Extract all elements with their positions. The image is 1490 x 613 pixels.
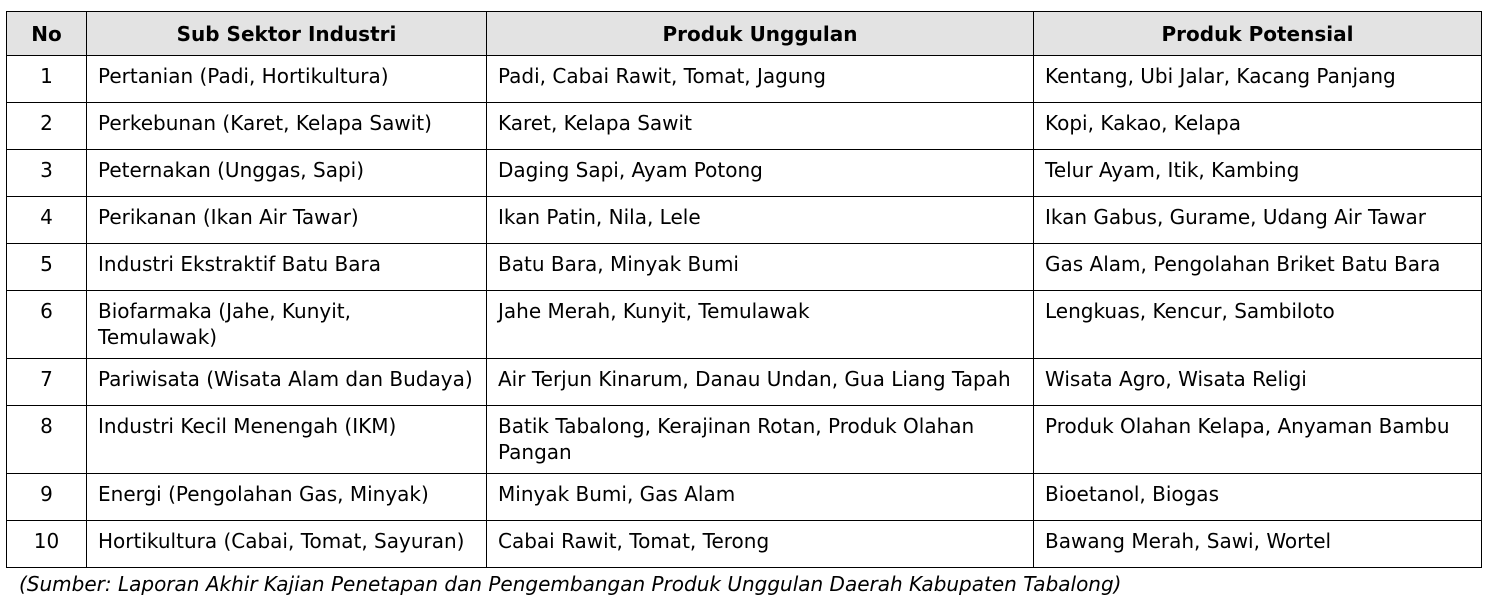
header-no: No: [7, 12, 87, 56]
produk-unggulan-cell: Jahe Merah, Kunyit, Temulawak: [487, 291, 1034, 359]
header-produk-potensial: Produk Potensial: [1034, 12, 1482, 56]
row-number: 6: [7, 291, 87, 359]
sub-sektor-cell: Peternakan (Unggas, Sapi): [87, 150, 487, 197]
produk-unggulan-cell: Padi, Cabai Rawit, Tomat, Jagung: [487, 56, 1034, 103]
sub-sektor-cell: Pertanian (Padi, Hortikultura): [87, 56, 487, 103]
row-number: 5: [7, 244, 87, 291]
produk-potensial-cell: Telur Ayam, Itik, Kambing: [1034, 150, 1482, 197]
produk-unggulan-cell: Cabai Rawit, Tomat, Terong: [487, 521, 1034, 568]
row-number: 2: [7, 103, 87, 150]
produk-potensial-cell: Wisata Agro, Wisata Religi: [1034, 359, 1482, 406]
sub-sektor-cell: Hortikultura (Cabai, Tomat, Sayuran): [87, 521, 487, 568]
header-produk-unggulan: Produk Unggulan: [487, 12, 1034, 56]
produk-potensial-cell: Lengkuas, Kencur, Sambiloto: [1034, 291, 1482, 359]
table-row: [7, 56, 1482, 103]
row-number: 4: [7, 197, 87, 244]
table-row: [7, 359, 1482, 406]
produk-unggulan-cell: Karet, Kelapa Sawit: [487, 103, 1034, 150]
row-number: 10: [7, 521, 87, 568]
table-row: [7, 197, 1482, 244]
sub-sektor-cell: Biofarmaka (Jahe, Kunyit, Temulawak): [87, 291, 487, 359]
source-caption: (Sumber: Laporan Akhir Kajian Penetapan dan Pengembangan Produk Unggulan Daerah Kabupaten Tabalong): [19, 572, 1122, 596]
produk-unggulan-cell: Daging Sapi, Ayam Potong: [487, 150, 1034, 197]
row-number: 7: [7, 359, 87, 406]
produk-unggulan-cell: Batu Bara, Minyak Bumi: [487, 244, 1034, 291]
produk-potensial-cell: Bawang Merah, Sawi, Wortel: [1034, 521, 1482, 568]
table-row: [7, 150, 1482, 197]
produk-unggulan-cell: Batik Tabalong, Kerajinan Rotan, Produk Olahan Pangan: [487, 406, 1034, 474]
row-number: 3: [7, 150, 87, 197]
sub-sektor-cell: Perikanan (Ikan Air Tawar): [87, 197, 487, 244]
product-table-container: [6, 11, 1482, 568]
table-row: [7, 291, 1482, 359]
table-row: [7, 103, 1482, 150]
produk-potensial-cell: Kopi, Kakao, Kelapa: [1034, 103, 1482, 150]
row-number: 1: [7, 56, 87, 103]
produk-potensial-cell: Gas Alam, Pengolahan Briket Batu Bara: [1034, 244, 1482, 291]
table-row: [7, 521, 1482, 568]
produk-potensial-cell: Bioetanol, Biogas: [1034, 474, 1482, 521]
table-row: [7, 244, 1482, 291]
sub-sektor-cell: Pariwisata (Wisata Alam dan Budaya): [87, 359, 487, 406]
table-row: [7, 406, 1482, 474]
product-table: [6, 11, 1482, 568]
produk-unggulan-cell: Ikan Patin, Nila, Lele: [487, 197, 1034, 244]
sub-sektor-cell: Industri Ekstraktif Batu Bara: [87, 244, 487, 291]
row-number: 9: [7, 474, 87, 521]
produk-unggulan-cell: Minyak Bumi, Gas Alam: [487, 474, 1034, 521]
header-sub-sektor: Sub Sektor Industri: [87, 12, 487, 56]
sub-sektor-cell: Industri Kecil Menengah (IKM): [87, 406, 487, 474]
sub-sektor-cell: Energi (Pengolahan Gas, Minyak): [87, 474, 487, 521]
produk-potensial-cell: Kentang, Ubi Jalar, Kacang Panjang: [1034, 56, 1482, 103]
table-row: [7, 474, 1482, 521]
produk-potensial-cell: Ikan Gabus, Gurame, Udang Air Tawar: [1034, 197, 1482, 244]
sub-sektor-cell: Perkebunan (Karet, Kelapa Sawit): [87, 103, 487, 150]
row-number: 8: [7, 406, 87, 474]
table-header-row: [7, 12, 1482, 56]
produk-unggulan-cell: Air Terjun Kinarum, Danau Undan, Gua Liang Tapah: [487, 359, 1034, 406]
produk-potensial-cell: Produk Olahan Kelapa, Anyaman Bambu: [1034, 406, 1482, 474]
